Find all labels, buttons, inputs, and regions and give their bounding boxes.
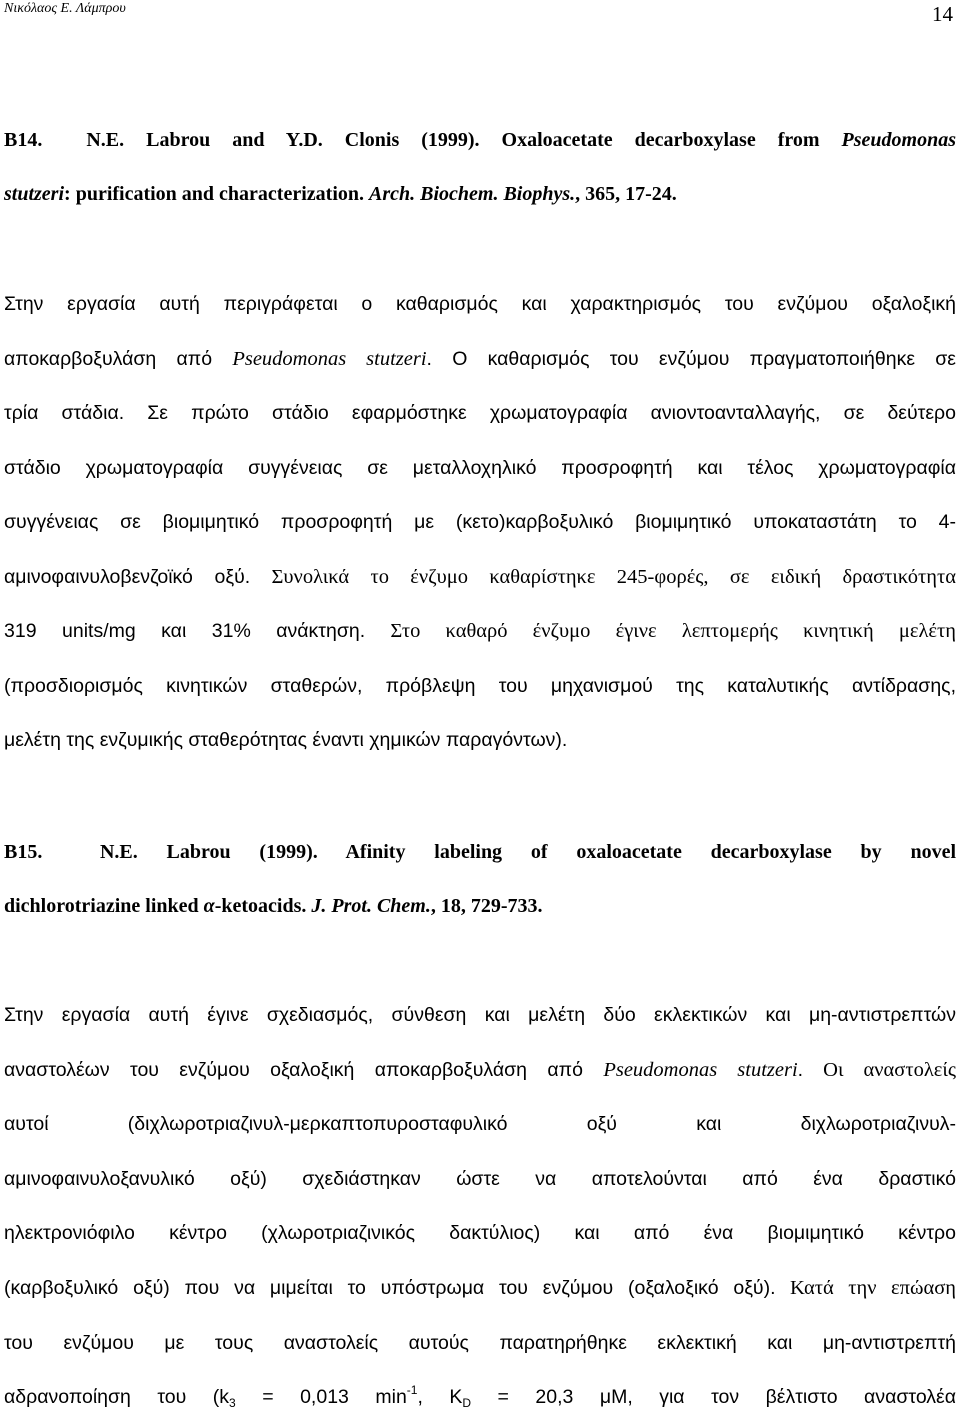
- subscript: 3: [229, 1396, 236, 1411]
- summary-line: αυτοί (διχλωροτριαζινυλ-μερκαπτοπυροσταφυλικό οξύ και διχλωροτριαζινυλ-: [4, 1113, 956, 1136]
- ref-title: dichlorotriazine linked: [4, 895, 199, 917]
- summary-line: αμινοφαινυλοβενζοϊκό οξύ. Συνολικά το ένζυμο καθαρίστηκε 245-φορές, σε ειδική δραστικότητα: [4, 565, 956, 588]
- summary-line: συγγένειας σε βιομιμητικό προσροφητή με (κετο)καρβοξυλικό βιομιμητικό υποκαταστάτη το 4-: [4, 511, 956, 533]
- summary-line: (καρβοξυλικό οξύ) που να μιμείται το υπόστρωμα του ενζύμου (οξαλοξικό οξύ). Κατά την επώαση: [4, 1276, 956, 1299]
- summary-line: ηλεκτρονιόφιλο κέντρο (χλωροτριαζινικός δακτύλιος) και από ένα βιομιμητικό κέντρο: [4, 1222, 956, 1245]
- reference-b14-line2: [4, 167, 956, 221]
- summary-line: (προσδιορισμός κινητικών σταθερών, πρόβλεψη του μηχανισμού της καταλυτικής αντίδρασης,: [4, 674, 956, 697]
- summary-b14: [4, 277, 956, 768]
- summary-line: αναστολέων του ενζύμου οξαλοξική αποκαρβοξυλάση από Pseudomonas stutzeri. Οι αναστολείς: [4, 1058, 957, 1081]
- ref-journal: Arch. Biochem. Biophys.: [369, 183, 576, 205]
- summary-line: αδρανοποίηση του ($k_3 = 0,013$ $\min^{-1}$, $K_D = 20,3$ μM, για τον βέλτιστο αναστολέα: [4, 1383, 957, 1411]
- summary-line: του ενζύμου με τους αναστολείς αυτούς παρατηρήθηκε εκλεκτική και μη-αντιστρεπτή: [4, 1331, 956, 1354]
- summary-line: στάδιο χρωματογραφία συγγένειας σε μεταλλοχηλικό προσροφητή και τέλος χρωματογραφία: [4, 456, 956, 479]
- header-author: Νικόλαος Ε. Λάμπρου: [4, 1, 126, 16]
- organism-name: Pseudomonas stutzeri: [232, 347, 427, 370]
- summary-line: αποκαρβοξυλάση από Pseudomonas stutzeri. Ο καθαρισμός του ενζύμου πραγματοποιήθηκε σε: [4, 347, 957, 370]
- ref-citation: , 18, 729-733.: [430, 895, 543, 917]
- summary-b15: [4, 988, 956, 1425]
- ref-title: Oxaloacetate decarboxylase from: [501, 129, 820, 151]
- ref-authors: N.E. Labrou and Y.D. Clonis (1999).: [86, 129, 480, 151]
- summary-line: Στην εργασία αυτή περιγράφεται ο καθαρισμός και χαρακτηρισμός του ενζύμου οξαλοξική: [4, 293, 956, 315]
- ref-id: B15.: [4, 841, 43, 863]
- summary-line: αμινοφαινυλοξανυλικό οξύ) σχεδιάστηκαν ώστε να αποτελούνται από ένα δραστικό: [4, 1167, 956, 1190]
- ref-organism: Pseudomonas: [841, 129, 957, 151]
- organism-name: Pseudomonas stutzeri: [603, 1058, 798, 1081]
- reference-b15: B15. N.E. Labrou (1999). Afinity labeling of oxaloacetate decarboxylase by novel dichlorotriazine linked α-ketoacids. J. Prot. Chem., 18, 729-733.: [4, 841, 957, 917]
- summary-line: τρία στάδια. Σε πρώτο στάδιο εφαρμόστηκε χρωματογραφία ανιοντοανταλλαγής, σε δεύτερο: [4, 402, 956, 424]
- alpha-symbol: α: [203, 895, 215, 917]
- superscript: -1: [406, 1383, 418, 1398]
- ref-organism-cont: stutzeri: [4, 183, 65, 205]
- summary-line: Στην εργασία αυτή έγινε σχεδιασμός, σύνθεση και μελέτη δύο εκλεκτικών και μη-αντιστρεπτών: [4, 1004, 956, 1026]
- subscript: D: [462, 1396, 472, 1411]
- summary-line: 319 units/mg και 31% ανάκτηση. Στο καθαρό ένζυμο έγινε λεπτομερής κινητική μελέτη: [4, 620, 956, 642]
- ref-title: Afinity labeling of oxaloacetate decarboxylase by novel: [345, 841, 957, 863]
- ref-citation: , 365, 17-24.: [575, 183, 677, 205]
- ref-title: : purification and characterization.: [64, 183, 364, 205]
- ref-authors: N.E. Labrou (1999).: [99, 841, 318, 863]
- summary-line: μελέτη της ενζυμικής σταθερότητας έναντι χημικών παραγόντων).: [4, 729, 568, 751]
- page-number: 14: [932, 2, 953, 26]
- ref-id: B14.: [4, 129, 43, 151]
- ref-journal: J. Prot. Chem.: [311, 895, 431, 917]
